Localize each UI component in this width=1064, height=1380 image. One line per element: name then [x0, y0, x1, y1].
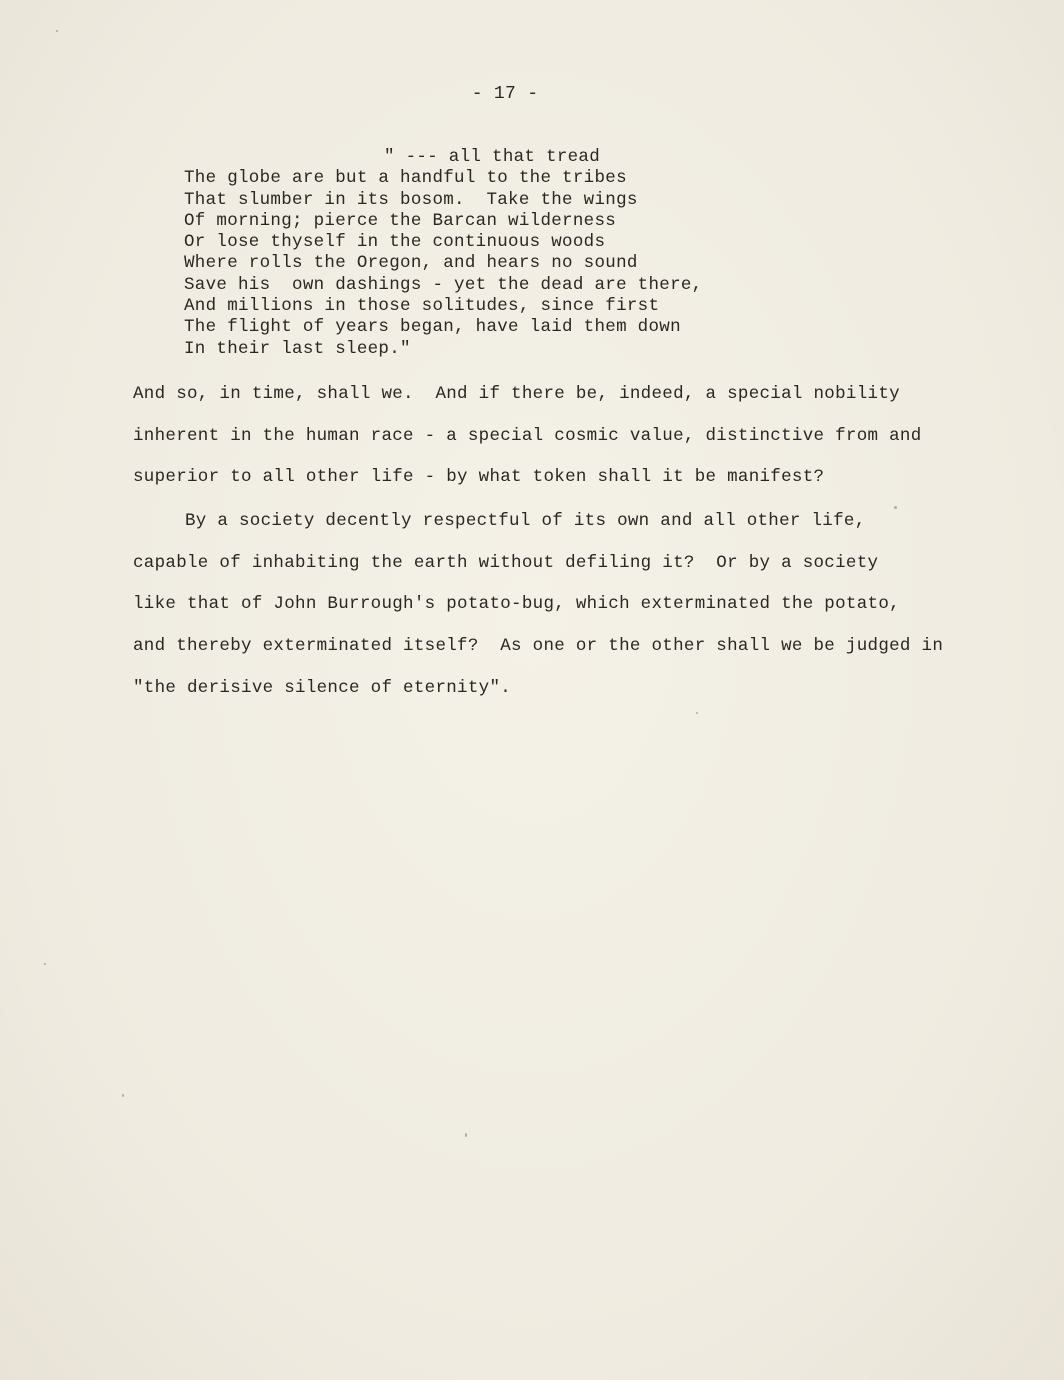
poem-line: The globe are but a handful to the tribes	[184, 168, 627, 189]
poem-line: Where rolls the Oregon, and hears no sound	[184, 253, 638, 274]
paragraph-line: superior to all other life - by what token shall it be manifest?	[133, 467, 825, 488]
paper-speck	[44, 963, 46, 965]
poem-line: That slumber in its bosom. Take the wings	[184, 189, 638, 210]
paragraph-line: inherent in the human race - a special cosmic value, distinctive from and	[133, 425, 922, 446]
paper-speck	[894, 506, 897, 509]
paper-speck	[56, 30, 58, 32]
poem-line: Or lose thyself in the continuous woods	[184, 232, 606, 253]
poem-line: In their last sleep."	[184, 338, 411, 359]
poem-line: And millions in those solitudes, since first	[184, 296, 660, 317]
paragraph-line: like that of John Burrough's potato-bug, which exterminated the potato,	[133, 594, 900, 615]
poem-line: Of morning; pierce the Barcan wilderness	[184, 210, 617, 231]
paper-speck	[465, 1133, 467, 1137]
paragraph-line: And so, in time, shall we. And if there be, indeed, a special nobility	[133, 384, 900, 404]
poem-line: The flight of years began, have laid them down	[184, 317, 681, 338]
paragraph-line: and thereby exterminated itself? As one or the other shall we be judged in	[133, 636, 944, 657]
paragraph-line: "the derisive silence of eternity".	[133, 677, 512, 698]
poem-line: Save his own dashings - yet the dead are there,	[184, 274, 703, 295]
paragraph-line: capable of inhabiting the earth without defiling it? Or by a society	[133, 552, 879, 573]
paragraph-first	[133, 382, 933, 507]
paper-speck	[122, 1094, 124, 1097]
poem-line: " --- all that tread	[384, 147, 601, 167]
page-number: - 17 -	[471, 84, 539, 104]
paragraph-second	[133, 509, 944, 717]
paper-speck	[696, 712, 698, 714]
poem-quotation	[184, 147, 702, 360]
paragraph-line: By a society decently respectful of its own and all other life,	[185, 511, 866, 531]
